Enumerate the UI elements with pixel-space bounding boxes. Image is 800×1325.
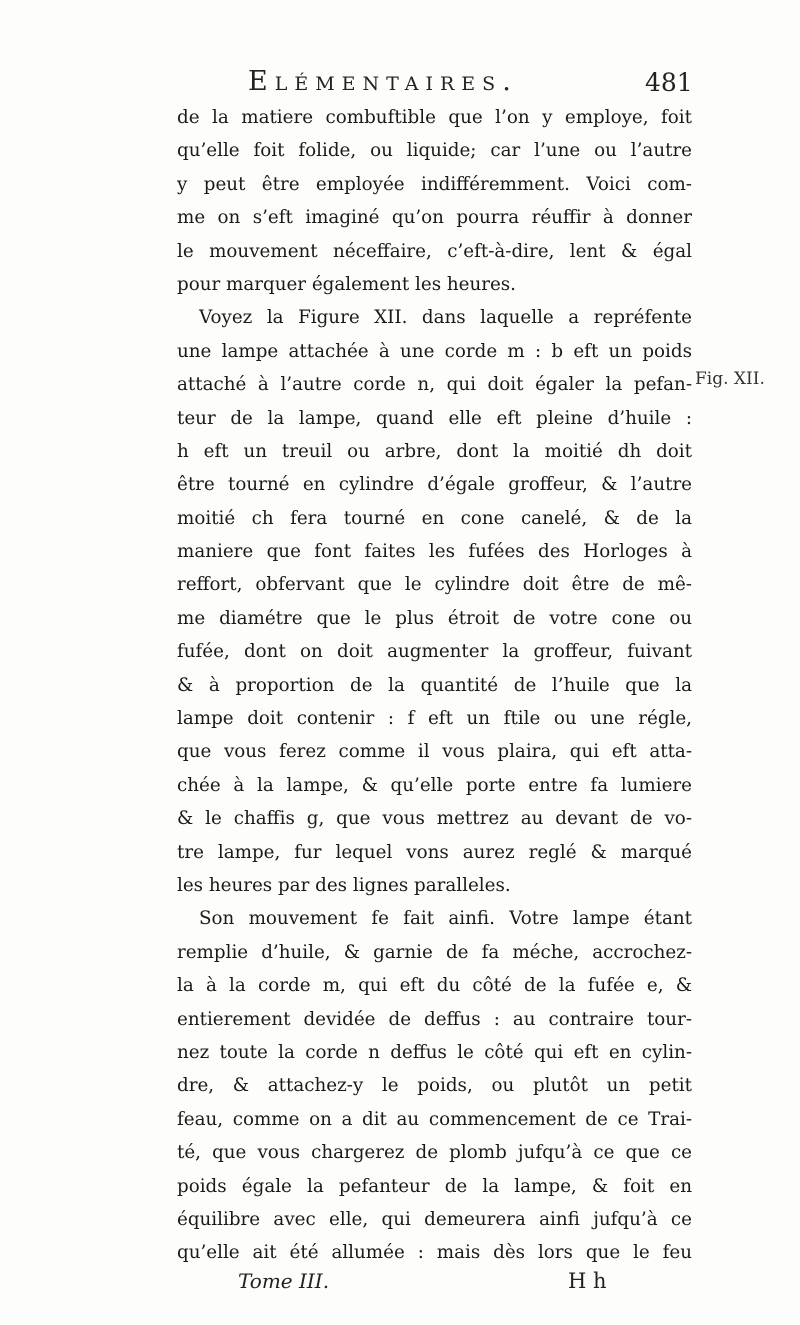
text-line: y peut être employée indifféremment. Voici com-	[177, 173, 692, 195]
text-line: moitié ch fera tourné en cone canelé, & de la	[177, 507, 692, 529]
text-line: maniere que font faites les fufées des Horloges à	[177, 541, 692, 563]
margin-figure-reference: Fig. XII.	[695, 369, 765, 389]
text-line: dre, & attachez-y le poids, ou plutôt un petit	[177, 1075, 692, 1097]
text-line: lampe doit contenir : f eft un ftile ou une régle,	[177, 708, 692, 730]
page-number: 481	[645, 68, 693, 97]
text-line: fufée, dont on doit augmenter la groffeur, fuivant	[177, 641, 692, 663]
text-line: de la matiere combuftible que l’on y employe, foit	[177, 107, 692, 128]
text-line: té, que vous chargerez de plomb jufqu’à ce que ce	[177, 1142, 692, 1164]
text-line: feau, comme on a dit au commencement de ce Trai-	[177, 1108, 692, 1130]
text-line: me on s’eft imaginé qu’on pourra réuffir à donner	[177, 207, 692, 229]
text-line: poids égale la pefanteur de la lampe, & foit en	[177, 1175, 692, 1197]
text-line: tre lampe, fur lequel vons aurez reglé & marqué	[177, 841, 692, 863]
text-line: qu’elle ait été allumée : mais dès lors que le feu	[177, 1242, 692, 1264]
text-line: que vous ferez comme il vous plaira, qui eft atta-	[177, 741, 692, 763]
signature-mark: H h	[568, 1269, 607, 1293]
text-line: la à la corde m, qui eft du côté de la fufée e, &	[177, 975, 692, 997]
text-line: les heures par des lignes paralleles.	[177, 874, 511, 896]
text-line: & à proportion de la quantité de l’huile que la	[177, 674, 692, 696]
text-line: pour marquer également les heures.	[177, 273, 516, 295]
text-line: teur de la lampe, quand elle eft pleine d’huile :	[177, 407, 692, 429]
text-line: qu’elle foit folide, ou liquide; car l’une ou l’autre	[177, 140, 692, 162]
text-line: nez toute la corde n deffus le côté qui eft en cylin-	[177, 1041, 692, 1063]
text-line: Son mouvement fe fait ainfi. Votre lampe étant	[199, 908, 692, 930]
text-line: équilibre avec elle, qui demeurera ainfi jufqu’à ce	[177, 1208, 692, 1230]
text-line: être tourné en cylindre d’égale groffeur, & l’autre	[177, 474, 692, 496]
text-line: entierement devidée de deffus : au contraire tour-	[177, 1008, 692, 1030]
volume-label: Tome III.	[238, 1269, 330, 1293]
text-line: Voyez la Figure XII. dans laquelle a repréfente	[199, 307, 692, 329]
text-line: h eft un treuil ou arbre, dont la moitié dh doit	[177, 440, 692, 462]
text-line: me diamétre que le plus étroit de votre cone ou	[177, 607, 692, 629]
text-line: reffort, obfervant que le cylindre doit être de mê-	[177, 574, 692, 596]
text-line: & le chaffis g, que vous mettrez au devant de vo-	[177, 808, 692, 830]
text-line: chée à la lampe, & qu’elle porte entre fa lumiere	[177, 774, 692, 796]
text-line: le mouvement néceffaire, c’eft-à-dire, lent & égal	[177, 240, 692, 262]
body-text	[177, 101, 692, 1270]
text-line: remplie d’huile, & garnie de fa méche, accrochez-	[177, 941, 692, 963]
page-header	[0, 66, 800, 106]
text-line: une lampe attachée à une corde m : b eft un poids	[177, 340, 692, 362]
text-line: attaché à l’autre corde n, qui doit égaler la pefan-	[177, 374, 692, 396]
running-head: Elémentaires.	[248, 66, 518, 97]
